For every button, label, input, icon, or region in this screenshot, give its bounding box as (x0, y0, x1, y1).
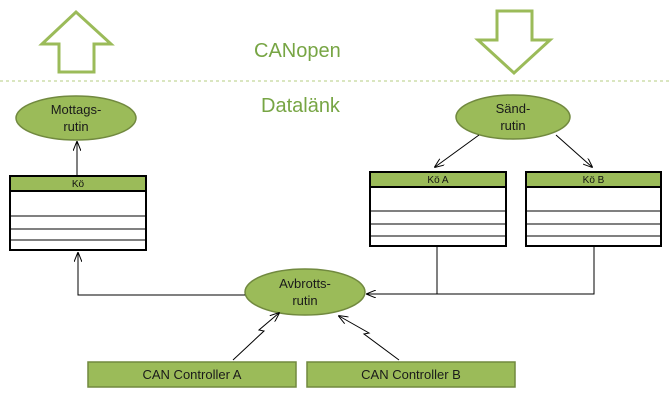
send-queue-a-title: Kö A (427, 175, 449, 186)
receive-queue-title: Kö (71, 179, 85, 190)
down-arrow-icon (478, 11, 550, 73)
up-arrow-icon (42, 12, 111, 72)
can-controller-b-label: CAN Controller B (361, 367, 461, 382)
interrupt-to-receive-queue-arrow (78, 253, 245, 295)
queue-b-connector (367, 247, 594, 294)
controller-b-signal-icon (339, 316, 399, 360)
data-link-layer-label: Datalänk (261, 95, 340, 117)
send-routine-to-queue-a-arrow (435, 135, 479, 167)
send-routine-to-queue-b-arrow (556, 135, 592, 167)
send-routine-label: Sänd- rutin (495, 101, 531, 133)
can-controller-a-label: CAN Controller A (142, 367, 242, 382)
send-queue-b-title: Kö B (582, 175, 605, 186)
interrupt-routine-label: Avbrotts- rutin (279, 276, 331, 308)
receive-routine-label: Mottags- rutin (50, 102, 102, 134)
canopen-layer-label: CANopen (254, 40, 341, 62)
controller-a-signal-icon (233, 313, 279, 360)
